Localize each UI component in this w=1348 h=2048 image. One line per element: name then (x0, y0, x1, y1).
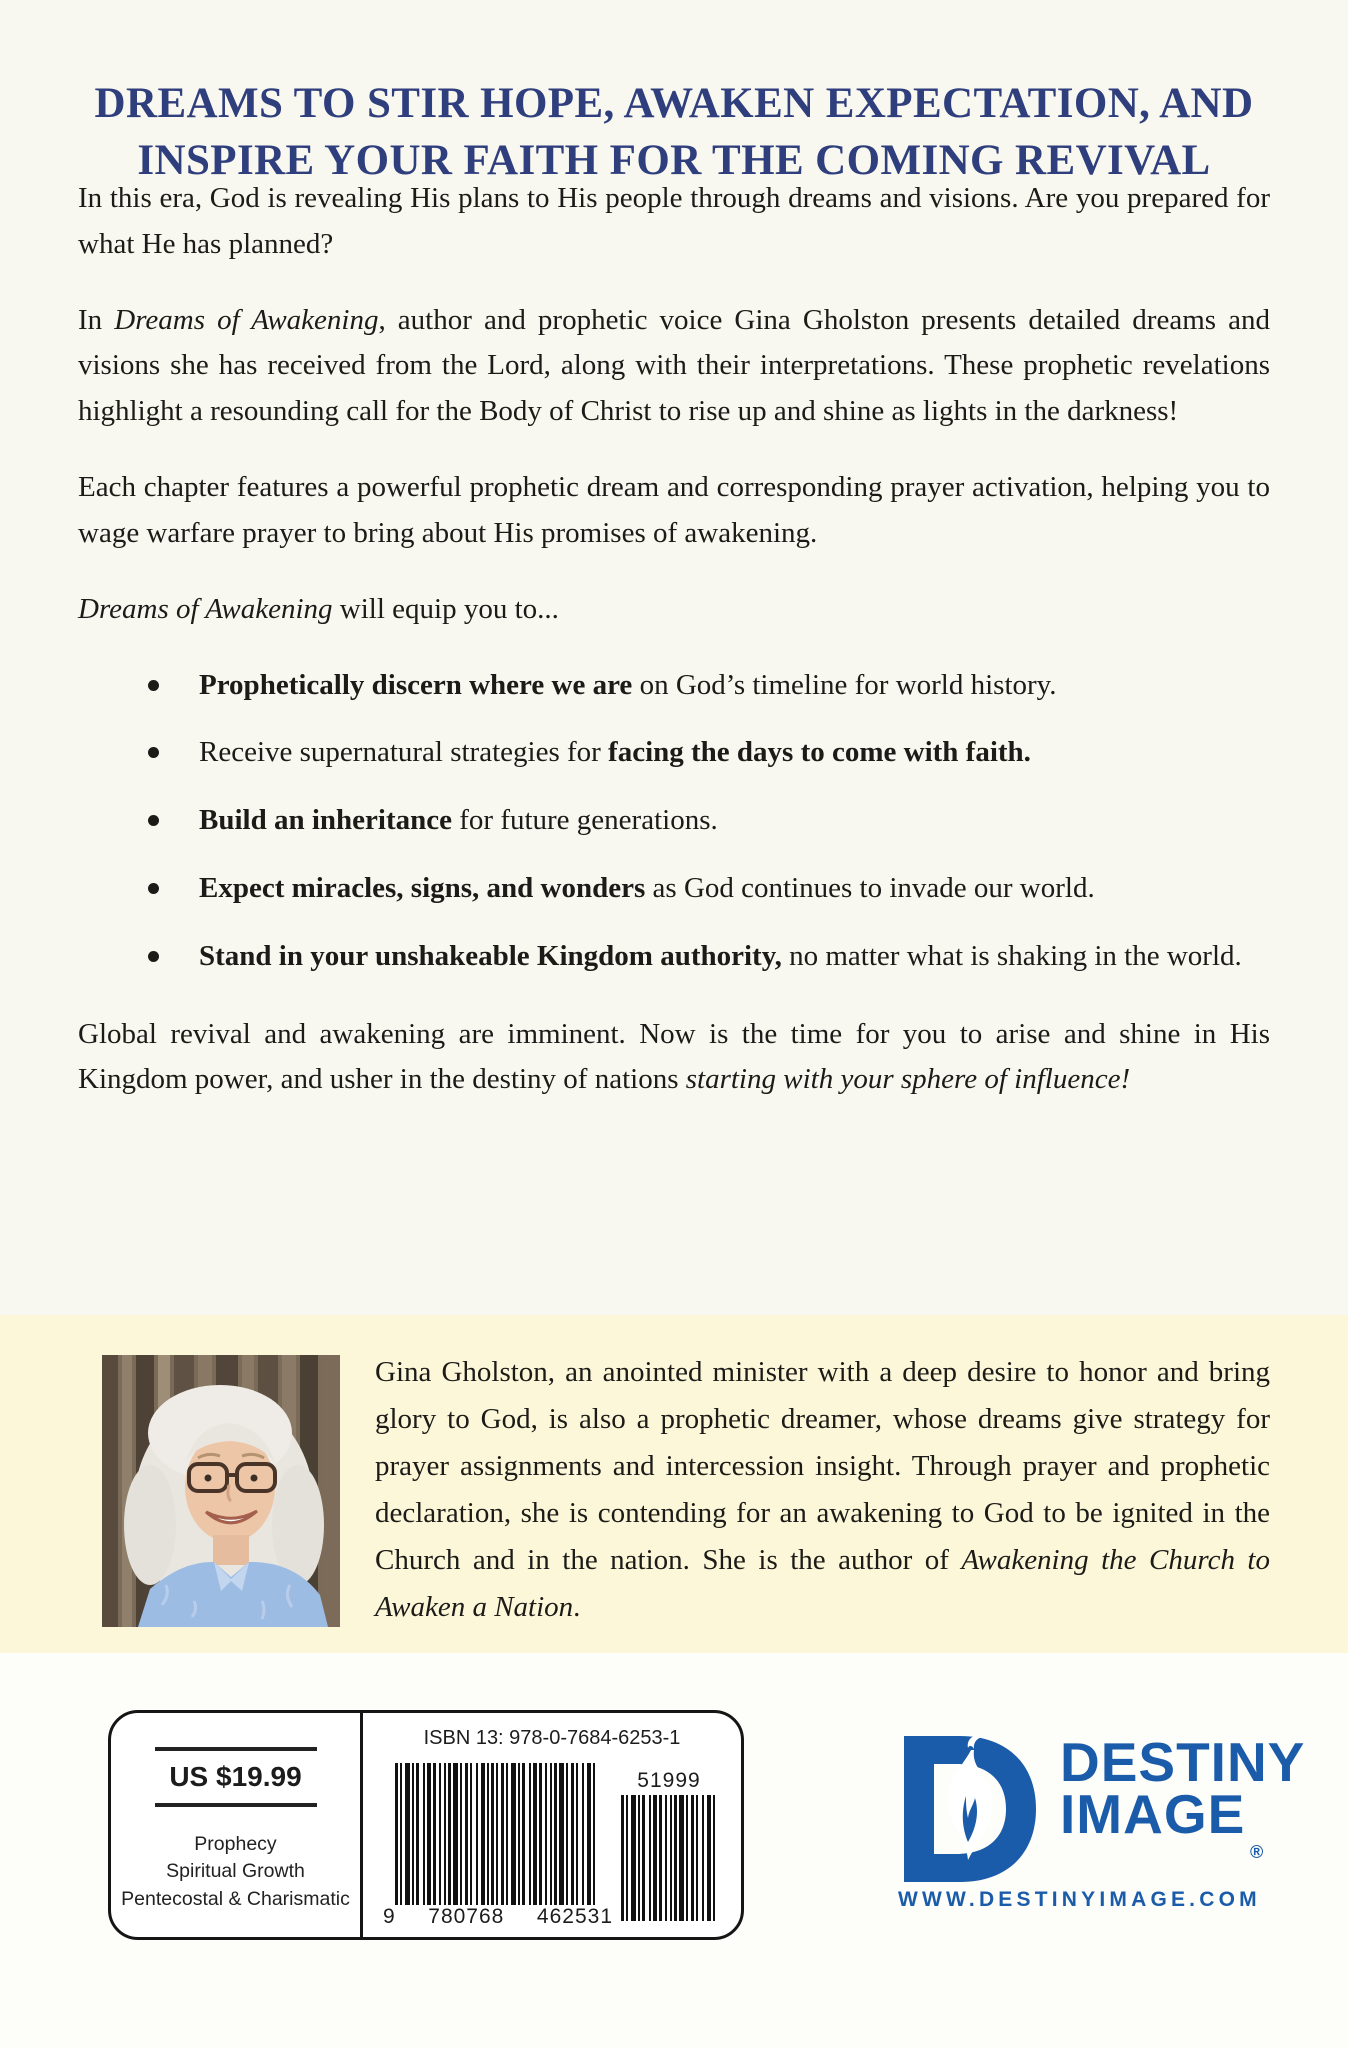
bullet-pre: Receive supernatural strategies for (199, 736, 609, 769)
closing-pre: Global revival and awakening are imminent. Now is the time for you to arise and shine in His Kingdom power, and usher in the destiny of nations (78, 1017, 1270, 1096)
paragraph-closing (78, 1012, 1270, 1104)
addon-barcode (621, 1795, 717, 1921)
bullet-text (199, 934, 1270, 980)
list-item (78, 663, 1270, 709)
bullet-list (78, 663, 1270, 980)
lead-in-rest: will equip you to... (332, 592, 559, 625)
bullet-text (199, 798, 1270, 844)
bio-book-title: Awakening the Church to Awaken a Nation (375, 1543, 1270, 1623)
bullet-dot-icon (148, 747, 159, 758)
price-panel (111, 1713, 363, 1937)
book-title: Dreams of Awakening (114, 303, 379, 336)
bottom-section (0, 1653, 1348, 2048)
bullet-post: for future generations. (452, 804, 718, 837)
p2-post: , author and prophetic voice Gina Gholston presents detailed dreams and visions she has received from the Lord, along with their interpretations. These prophetic revelations highlight a resounding call for the Body of Christ to rise up and shine as lights in the darkness! (78, 303, 1270, 428)
list-item (78, 730, 1270, 776)
bullet-bold: Expect miracles, signs, and wonders (199, 871, 646, 904)
ean-barcode (395, 1763, 601, 1905)
closing-italic: starting with your sphere of influence! (685, 1063, 1131, 1096)
book-title-lead-in: Dreams of Awakening (78, 592, 333, 625)
barcode-panel (108, 1710, 744, 1940)
category-item: Prophecy (194, 1833, 277, 1855)
bullet-text (199, 663, 1270, 709)
paragraph-book-description (78, 298, 1270, 435)
headline-line-1: DREAMS TO STIR HOPE, AWAKEN EXPECTATION, AND (94, 80, 1254, 127)
bullet-dot-icon (148, 951, 159, 962)
price-rule-bottom (155, 1803, 317, 1807)
isbn-label: ISBN 13: 978-0-7684-6253-1 (423, 1727, 681, 1749)
ean-digit-lead: 9 (383, 1905, 396, 1928)
bullet-bold: Stand in your unshakeable Kingdom authority, (199, 939, 782, 972)
bullet-dot-icon (148, 883, 159, 894)
synopsis (78, 176, 1270, 1133)
headline-line-2: INSPIRE YOUR FAITH FOR THE COMING REVIVAL (137, 136, 1211, 184)
isbn-panel (363, 1713, 741, 1937)
paragraph-intro (78, 176, 1270, 268)
list-item (78, 934, 1270, 980)
paragraph-intro-text: In this era, God is revealing His plans to His people through dreams and visions. Are you prepared for what He has planned? (78, 182, 1270, 260)
bullet-text (199, 866, 1270, 912)
p3-text: Each chapter features a powerful prophetic dream and corresponding prayer activation, helping you to wage warfare prayer to bring about His promises of awakening. (78, 471, 1270, 549)
bullet-dot-icon (148, 680, 159, 691)
price-label: US $19.99 (169, 1761, 302, 1792)
bio-post: . (573, 1590, 581, 1623)
bullet-lead-in (78, 587, 1270, 633)
destiny-image-d-flame-icon (898, 1734, 1038, 1884)
ean-digits (383, 1905, 613, 1929)
price-rule-top (155, 1747, 317, 1751)
paragraph-chapters (78, 465, 1270, 557)
list-item (78, 866, 1270, 912)
registered-trademark-icon: ® (1250, 1842, 1264, 1862)
ean-group-1: 780768 (428, 1905, 505, 1928)
headline (40, 76, 1308, 190)
category-item: Spiritual Growth (166, 1860, 305, 1883)
author-photo (102, 1355, 340, 1627)
bullet-bold: facing the days to come with faith. (608, 736, 1031, 769)
author-bio-text (375, 1349, 1270, 1631)
bullet-text (199, 730, 1270, 776)
p2-pre: In (78, 303, 115, 336)
category-item: Pentecostal & Charismatic (121, 1887, 350, 1910)
publisher-logo (898, 1730, 1318, 1970)
bullet-post: as God continues to invade our world. (645, 871, 1095, 904)
bullet-bold: Prophetically discern where we are (199, 668, 633, 701)
ean-group-2: 462531 (536, 1905, 613, 1928)
bullet-dot-icon (148, 815, 159, 826)
bio-pre: Gina Gholston, an anointed minister with a deep desire to honor and bring glory to God, is also a prophetic dreamer, whose dreams give strategy for prayer assignments and intercession insight. Through prayer and prophetic declaration, she is contending for an awakening to God to be ignited in the Church and in the nation. She is the author of (375, 1356, 1270, 1576)
author-bio-band (0, 1315, 1348, 1653)
publisher-website: WWW.DESTINYIMAGE.COM (898, 1888, 1261, 1911)
publisher-name-line-2: IMAGE (1060, 1783, 1246, 1846)
publisher-name-line-1: DESTINY (1060, 1731, 1306, 1793)
publisher-name (1060, 1731, 1306, 1846)
list-item (78, 798, 1270, 844)
addon-label: 51999 (637, 1769, 701, 1792)
bullet-post: no matter what is shaking in the world. (781, 939, 1242, 972)
category-list (121, 1831, 350, 1913)
bullet-post: on God’s timeline for world history. (632, 668, 1057, 701)
bullet-bold: Build an inheritance (199, 804, 452, 837)
